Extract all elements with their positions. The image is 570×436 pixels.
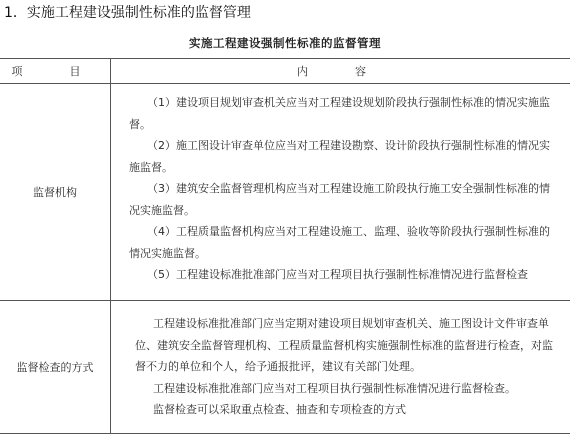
content-paragraph: 监督检查可以采取重点检查、抽查和专项检查的方式 — [153, 403, 406, 416]
content-paragraph: （2）施工图设计审查单位应当对工程建设勘察、设计阶段执行强制性标准的情况实施监督。 — [129, 139, 550, 174]
content-paragraph: 工程建设标准批准部门应当定期对建设项目规划审查机关、施工图设计文件审查单位、建筑安全监督管理机构、工程质量监督机构实施强制性标准的监督进行检查，对监督不力的单位和个人，给予通报批评，建议有关部门处理。 — [135, 317, 553, 373]
content-paragraph: （3）建筑安全监督管理机构应当对工程建设施工阶段执行施工安全强制性标准的情况实施监督。 — [129, 182, 550, 217]
content-paragraph: 工程建设标准批准部门应当对工程项目执行强制性标准情况进行监督检查。 — [153, 381, 516, 395]
content-paragraph: （5）工程建设标准批准部门应当对工程项目执行强制性标准情况进行监督检查 — [147, 268, 528, 281]
table-row — [0, 84, 570, 301]
table-header-row — [0, 59, 570, 84]
supervision-table — [0, 58, 570, 434]
row-content — [111, 301, 570, 434]
table-row — [0, 301, 570, 434]
section-heading: 1．实施工程建设强制性标准的监督管理 — [4, 5, 251, 21]
row-item-inspection-method: 监督检查的方式 — [0, 301, 111, 434]
header-item: 项 目 — [0, 59, 111, 84]
row-content — [111, 84, 570, 301]
table-caption: 实施工程建设强制性标准的监督管理 — [189, 36, 381, 50]
content-paragraph: （1）建设项目规划审查机关应当对工程建设规划阶段执行强制性标准的情况实施监督。 — [129, 96, 550, 131]
header-content: 内 容 — [111, 59, 570, 84]
row-item-supervision-body: 监督机构 — [0, 84, 111, 301]
content-paragraph: （4）工程质量监督机构应当对工程建设施工、监理、验收等阶段执行强制性标准的情况实施监督。 — [129, 225, 550, 260]
